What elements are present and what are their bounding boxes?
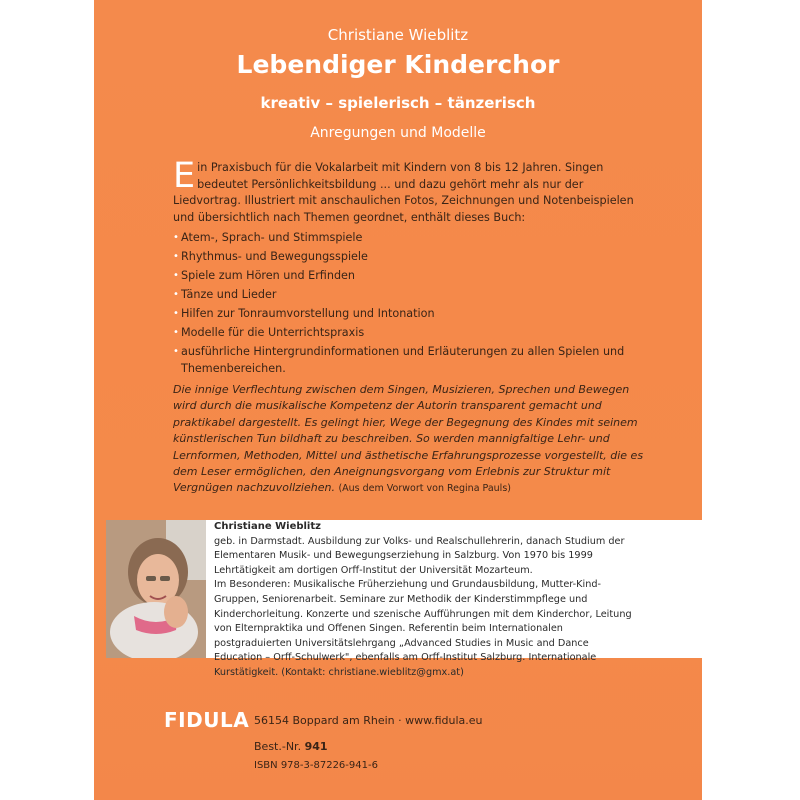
bio-author-name: Christiane Wieblitz xyxy=(214,521,321,532)
publisher-logo: FIDULA xyxy=(164,708,250,732)
bio-paragraph: Im Besonderen: Musikalische Früherziehung und Grundausbildung, Mutter-Kind-Gruppen, Seniorenarbeit. Seminare zur Methodik der Kinderstimmpflege und Kinderchorleitung. Konzerte und szenische Aufführungen mit dem Kinderchor, Leitung von Elternpraktika und Offenen Singen. Referentin beim Internationalen postgraduierten Universitätslehrgang „Advanced Studies in Music and Dance Education – Orff-Schulwerk", ebenfalls am Orff-Institut Salzburg. Internationale Kurstätigkeit. (Kontakt: christiane.wieblitz@gmx.at) xyxy=(214,579,632,678)
intro-text: in Praxisbuch für die Vokalarbeit mit Kindern von 8 bis 12 Jahren. Singen bedeutet Persönlichkeitsbildung ... und dazu gehört mehr als nur der Liedvortrag. Illustriert mit anschaulichen Fotos, Zeichnungen und Notenbeispielen und übersichtlich nach Themen geordnet, enthält dieses Buch: xyxy=(173,161,634,224)
author-bio xyxy=(214,520,634,681)
author-name: Christiane Wieblitz xyxy=(327,26,469,44)
book-subtitle: kreativ – spielerisch – tänzerisch xyxy=(260,94,536,112)
feature-item: • Atem-, Sprach- und Stimmspiele xyxy=(173,230,643,247)
dropcap-letter: E xyxy=(173,156,196,196)
feature-item: • Hilfen zur Tonraumvorstellung und Intonation xyxy=(173,306,643,323)
order-number-value: 941 xyxy=(304,740,328,753)
feature-list xyxy=(173,230,643,380)
feature-item: • Rhythmus- und Bewegungsspiele xyxy=(173,249,643,266)
review-quote xyxy=(173,382,648,498)
author-photo xyxy=(106,520,206,658)
order-label: Best.-Nr. xyxy=(254,740,302,753)
review-source: (Aus dem Vorwort von Regina Pauls) xyxy=(338,483,511,495)
publisher-address: 56154 Boppard am Rhein · www.fidula.eu xyxy=(254,714,483,727)
bio-paragraph: geb. in Darmstadt. Ausbildung zur Volks- und Realschullehrerin, danach Studium der Elementaren Musik- und Bewegungserziehung in Salzburg. Von 1970 bis 1999 Lehrtätigkeit am dortigen Orff-Institut der Universität Mozarteum. xyxy=(214,535,625,576)
review-text: Die innige Verflechtung zwischen dem Singen, Musizieren, Sprechen und Bewegen wird durch die musikalische Kompetenz der Autorin transparent gemacht und praktikabel dargestellt. Es gelingt hier, Wege der Begegnung des Kindes mit seinem künstlerischen Tun bildhaft zu beschreiben. So werden mannigfaltige Lehr- und Lernformen, Methoden, Mittel und ästhetische Erfahrungsprozesse vorgestellt, die es dem Leser ermöglichen, den Aneignungsvorgang vom Erlebnis zur Struktur mit Vergnügen nachzuvollziehen. xyxy=(173,383,644,495)
author-portrait-illustration xyxy=(106,520,206,658)
feature-item: • Spiele zum Hören und Erfinden xyxy=(173,268,643,285)
isbn: ISBN 978-3-87226-941-6 xyxy=(254,760,378,771)
book-tagline: Anregungen und Modelle xyxy=(310,125,486,141)
author-bio-box xyxy=(106,520,702,678)
order-number xyxy=(254,740,328,753)
feature-item: • Tänze und Lieder xyxy=(173,287,643,304)
book-back-cover xyxy=(94,0,702,800)
feature-item: • Modelle für die Unterrichtspraxis xyxy=(173,325,643,342)
feature-item: • ausführliche Hintergrundinformationen und Erläuterungen zu allen Spielen und Themenbereichen. xyxy=(173,344,643,377)
book-title: Lebendiger Kinderchor xyxy=(236,50,560,79)
intro-paragraph xyxy=(173,156,643,226)
